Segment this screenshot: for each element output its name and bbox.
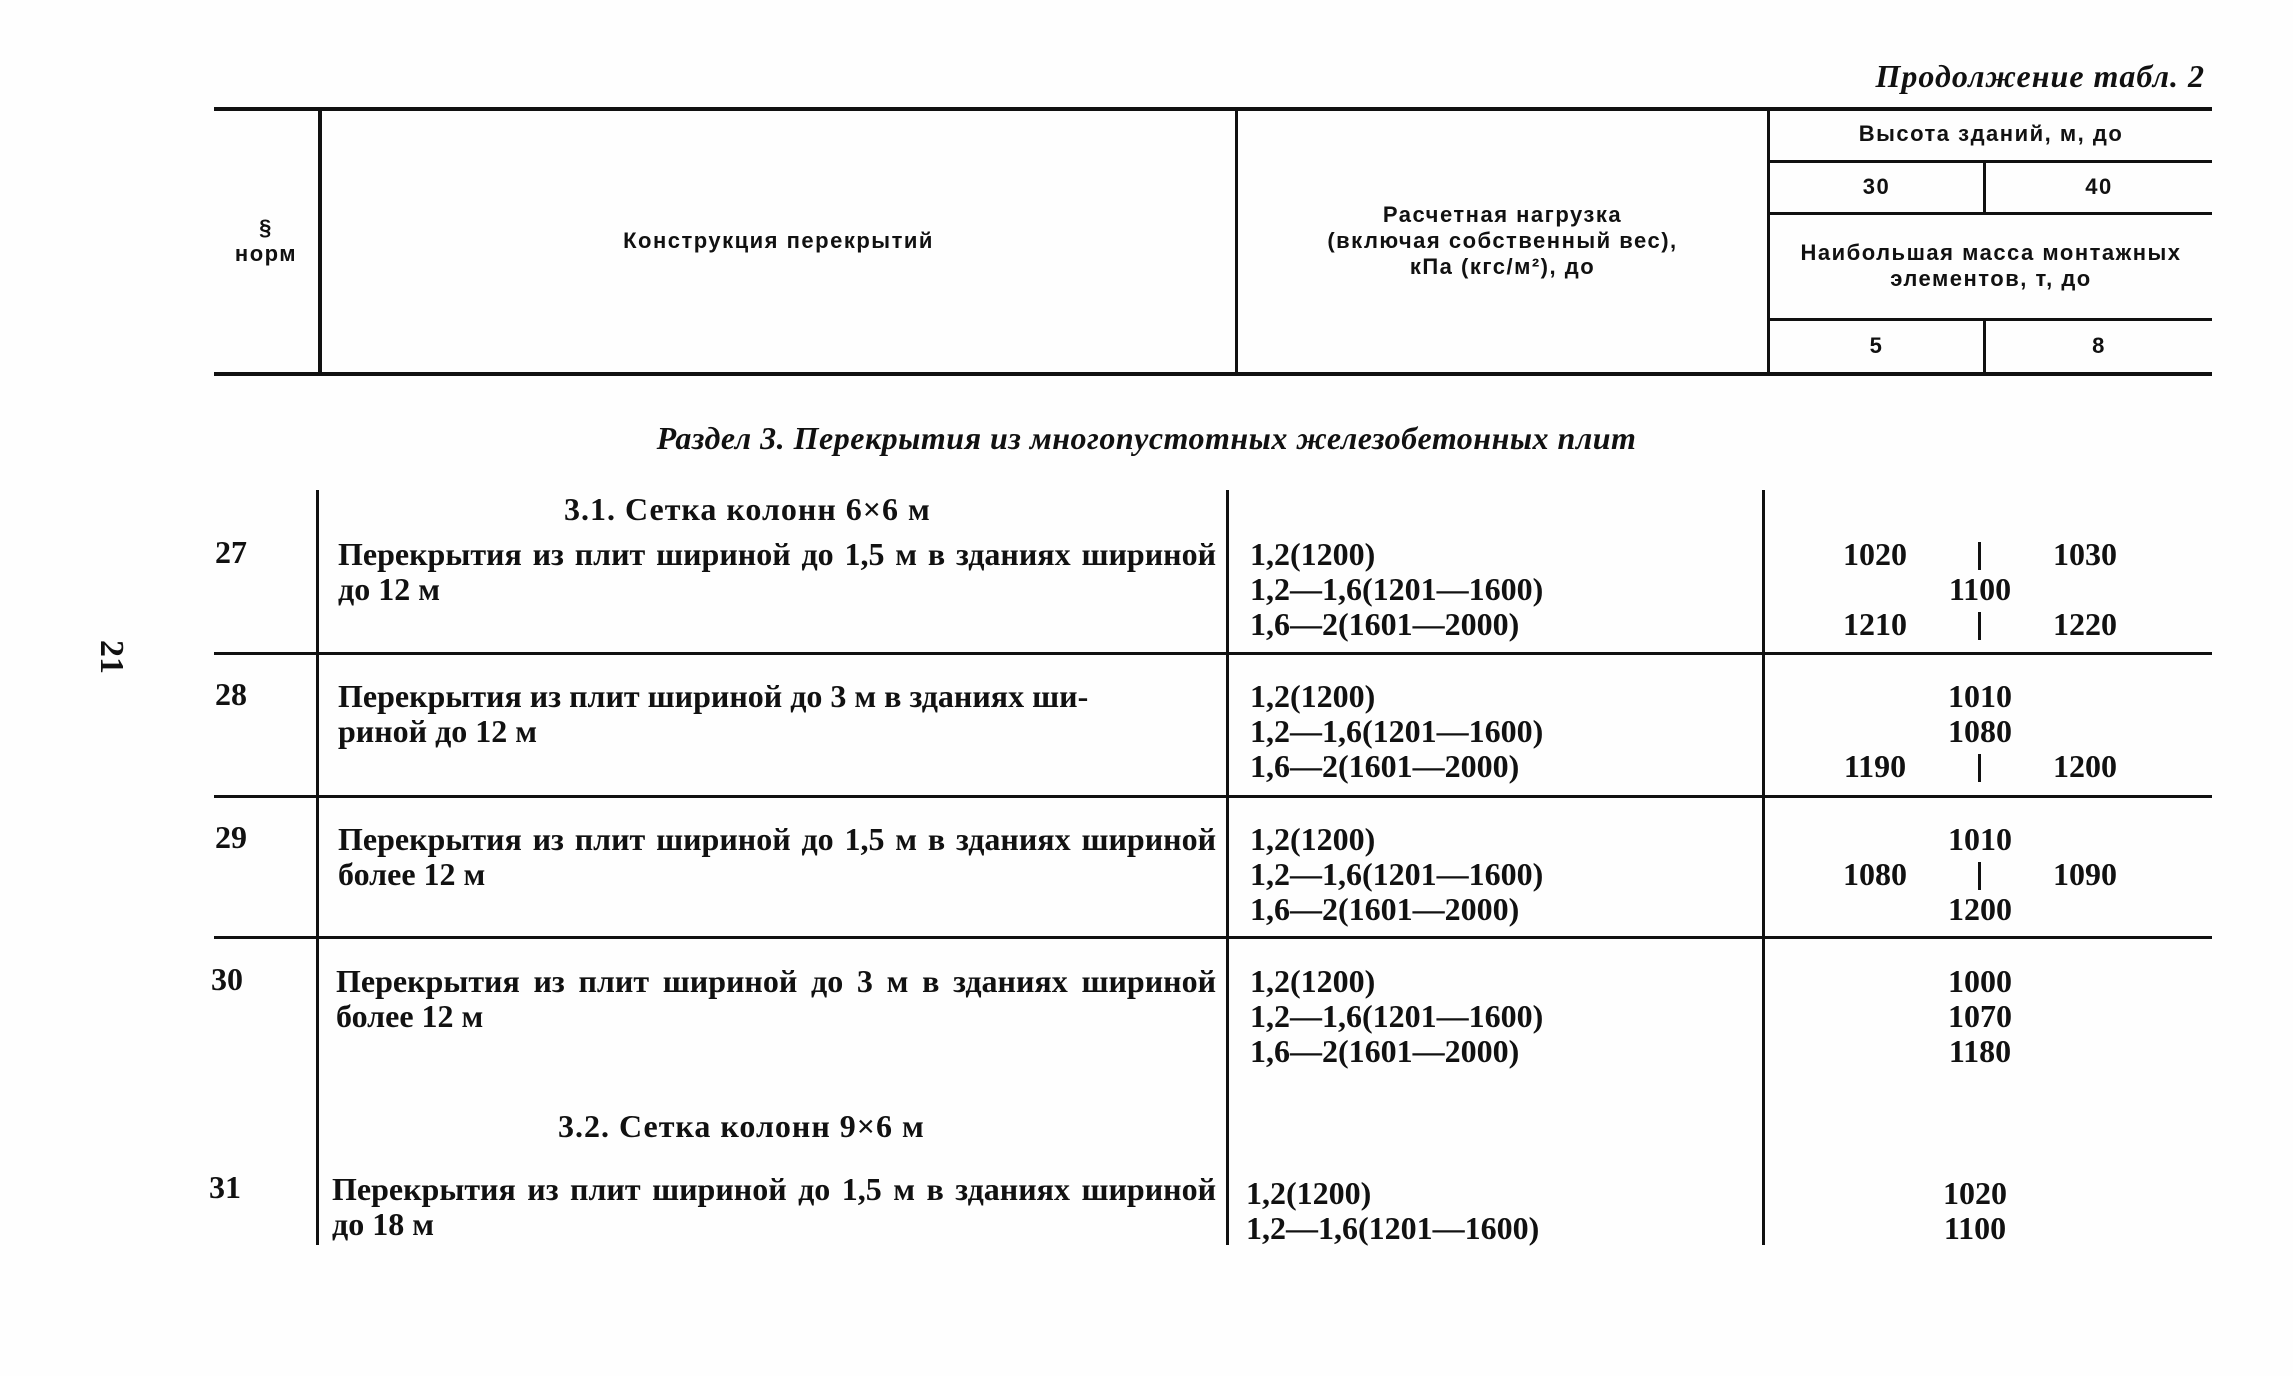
header-norm-number: § норм: [234, 215, 298, 266]
table-continuation-label: Продолжение табл. 2: [1875, 58, 2205, 94]
row-separator: [214, 936, 2212, 939]
row-description: Перекрытия из плит шириной до 1,5 м в зданиях шириной до 18 м: [332, 1171, 1216, 1242]
value-separator: [1978, 542, 1981, 570]
value-cell: 1070: [1948, 998, 2012, 1034]
row-loads: 1,2(1200) 1,2—1,6(1201—1600) 1,6—2(1601—2000): [1250, 678, 1544, 784]
row-separator: [214, 652, 2212, 655]
header-mass-5: 5: [1869, 333, 1884, 358]
row-description: Перекрытия из плит шириной до 1,5 м в зданиях шириной более 12 м: [338, 821, 1216, 892]
row-number: 29: [215, 819, 247, 855]
value-separator: [1978, 754, 1981, 782]
header-max-mass: Наибольшая масса монтажных элементов, т, до: [1800, 240, 2182, 291]
row-description: Перекрытия из плит шириной до 3 м в зданиях ши- риной до 12 м: [338, 678, 1089, 749]
value-cell: 1030: [2053, 536, 2117, 572]
header-subrule: [1767, 212, 2212, 215]
value-cell: 1200: [2053, 748, 2117, 784]
header-subrule: [1767, 318, 2212, 321]
header-top-rule: [214, 107, 2212, 111]
body-divider: [1762, 490, 1765, 1245]
section-title: Раздел 3. Перекрытия из многопустотных железобетонных плит: [656, 420, 1637, 456]
row-description: Перекрытия из плит шириной до 3 м в зданиях шириной более 12 м: [336, 963, 1216, 1034]
row-number: 30: [211, 961, 243, 997]
header-load: Расчетная нагрузка (включая собственный вес), кПа (кгс/м²), до: [1327, 202, 1678, 279]
header-subrule: [1767, 160, 2212, 163]
row-number: 27: [215, 534, 247, 570]
row-loads: 1,2(1200) 1,2—1,6(1201—1600): [1246, 1175, 1540, 1246]
header-height-40: 40: [2085, 174, 2113, 199]
row-loads: 1,2(1200) 1,2—1,6(1201—1600) 1,6—2(1601—2000): [1250, 821, 1544, 927]
subsection-title: 3.2. Сетка колонн 9×6 м: [558, 1108, 925, 1144]
row-separator: [214, 795, 2212, 798]
body-divider: [1226, 490, 1229, 1245]
row-description: Перекрытия из плит шириной до 1,5 м в зданиях шириной до 12 м: [338, 536, 1216, 607]
value-cell: 1080: [1843, 856, 1907, 892]
value-cell: 1210: [1843, 606, 1907, 642]
value-separator: [1978, 612, 1981, 640]
header-building-height: Высота зданий, м, до: [1858, 121, 2124, 146]
value-cell: 1090: [2053, 856, 2117, 892]
header-construction: Конструкция перекрытий: [623, 228, 934, 253]
value-cell: 1220: [2053, 606, 2117, 642]
subsection-title: 3.1. Сетка колонн 6×6 м: [564, 491, 931, 527]
value-cell: 1180: [1948, 1033, 2012, 1069]
value-cell: 1200: [1948, 891, 2012, 927]
page-number: 21: [93, 640, 130, 674]
value-cell: 1010: [1948, 821, 2012, 857]
value-cell: 1020: [1943, 1175, 2007, 1211]
row-number: 28: [215, 676, 247, 712]
value-cell: 1010: [1948, 678, 2012, 714]
value-cell: 1000: [1948, 963, 2012, 999]
value-cell: 1020: [1843, 536, 1907, 572]
value-cell: 1100: [1948, 571, 2012, 607]
value-separator: [1978, 862, 1981, 890]
row-loads: 1,2(1200) 1,2—1,6(1201—1600) 1,6—2(1601—2000): [1250, 963, 1544, 1069]
row-number: 31: [209, 1169, 241, 1205]
value-cell: 1080: [1948, 713, 2012, 749]
value-cell: 1190: [1843, 748, 1907, 784]
value-cell: 1100: [1943, 1210, 2007, 1246]
row-loads: 1,2(1200) 1,2—1,6(1201—1600) 1,6—2(1601—2000): [1250, 536, 1544, 642]
body-divider: [316, 490, 319, 1245]
header-mass-8: 8: [2092, 333, 2106, 358]
header-height-30: 30: [1862, 174, 1891, 199]
header-bottom-rule: [214, 372, 2212, 376]
